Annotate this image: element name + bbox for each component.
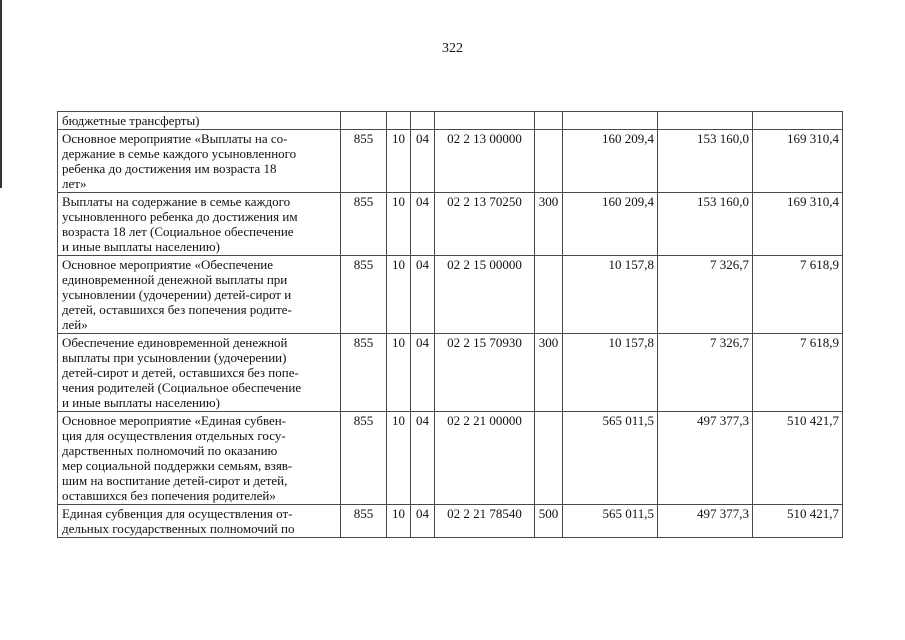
amount-year1-cell: 565 011,5 [563,505,658,538]
section-code-cell: 10 [387,130,411,193]
item-name-line: дарственных полномочий по оказанию [62,443,278,458]
expense-type-cell: 500 [535,505,563,538]
item-name-line: единовременной денежной выплаты при [62,272,288,287]
item-name-cell [58,412,341,505]
amount-year1-cell [563,112,658,130]
item-name-cell [58,112,341,130]
item-name-line: держание в семье каждого усыновленного [62,146,297,161]
subsection-code-cell: 04 [411,412,435,505]
ministry-code-cell: 855 [341,193,387,256]
amount-year2-cell [658,112,753,130]
item-name-line: усыновленного ребенка до достижения им [62,209,298,224]
item-name-line: Единая субвенция для осуществления от- [62,506,293,521]
amount-year1-cell: 565 011,5 [563,412,658,505]
target-article-cell: 02 2 15 70930 [435,334,535,412]
target-article-cell [435,112,535,130]
amount-year1-cell: 10 157,8 [563,256,658,334]
item-name-cell [58,193,341,256]
section-code-cell: 10 [387,412,411,505]
item-name-line: чения родителей (Социальное обеспечение [62,380,302,395]
item-name-line: лет» [62,176,87,191]
target-article-cell: 02 2 15 00000 [435,256,535,334]
ministry-code-cell: 855 [341,130,387,193]
amount-year2-cell: 497 377,3 [658,412,753,505]
table-row [58,505,843,538]
item-name-line: Обеспечение единовременной денежной [62,335,288,350]
target-article-cell: 02 2 21 78540 [435,505,535,538]
table-row [58,112,843,130]
section-code-cell: 10 [387,256,411,334]
section-code-cell: 10 [387,334,411,412]
item-name-line: оставшихся без попечения родителей» [62,488,276,503]
item-name-line: ребенка до достижения им возраста 18 [62,161,277,176]
expense-type-cell [535,130,563,193]
subsection-code-cell: 04 [411,334,435,412]
item-name-line: детей, оставшихся без попечения родите- [62,302,292,317]
ministry-code-cell: 855 [341,256,387,334]
expense-type-cell [535,256,563,334]
expense-type-cell: 300 [535,193,563,256]
expense-type-cell: 300 [535,334,563,412]
item-name-line: дельных государственных полномочий по [62,521,295,536]
item-name-line: выплаты при усыновлении (удочерении) [62,350,287,365]
item-name-line: детей-сирот и детей, оставшихся без попе- [62,365,299,380]
ministry-code-cell: 855 [341,334,387,412]
amount-year3-cell: 510 421,7 [753,505,843,538]
table-row [58,130,843,193]
amount-year3-cell: 7 618,9 [753,334,843,412]
table-row [58,256,843,334]
item-name-line: ция для осуществления отдельных госу- [62,428,286,443]
item-name-line: усыновлении (удочерении) детей-сирот и [62,287,292,302]
item-name-line: Основное мероприятие «Единая субвен- [62,413,287,428]
amount-year2-cell: 497 377,3 [658,505,753,538]
expense-type-cell [535,112,563,130]
amount-year3-cell: 169 310,4 [753,193,843,256]
subsection-code-cell: 04 [411,130,435,193]
item-name-cell [58,505,341,538]
ministry-code-cell [341,112,387,130]
item-name-line: и иные выплаты населению) [62,395,220,410]
section-code-cell: 10 [387,193,411,256]
item-name-line: шим на воспитание детей-сирот и детей, [62,473,288,488]
amount-year2-cell: 153 160,0 [658,193,753,256]
amount-year2-cell: 7 326,7 [658,256,753,334]
item-name-line: мер социальной поддержки семьям, взяв- [62,458,293,473]
target-article-cell: 02 2 21 00000 [435,412,535,505]
amount-year3-cell [753,112,843,130]
subsection-code-cell: 04 [411,193,435,256]
item-name-line: Основное мероприятие «Выплаты на со- [62,131,288,146]
table-body [58,112,843,538]
budget-table [57,111,843,538]
amount-year3-cell: 7 618,9 [753,256,843,334]
target-article-cell: 02 2 13 70250 [435,193,535,256]
target-article-cell: 02 2 13 00000 [435,130,535,193]
subsection-code-cell: 04 [411,505,435,538]
amount-year1-cell: 10 157,8 [563,334,658,412]
amount-year3-cell: 169 310,4 [753,130,843,193]
ministry-code-cell: 855 [341,412,387,505]
amount-year1-cell: 160 209,4 [563,130,658,193]
item-name-line: Основное мероприятие «Обеспечение [62,257,274,272]
amount-year2-cell: 7 326,7 [658,334,753,412]
table-row [58,412,843,505]
item-name-line: возраста 18 лет (Социальное обеспечение [62,224,294,239]
item-name-line: лей» [62,317,88,332]
amount-year3-cell: 510 421,7 [753,412,843,505]
section-code-cell: 10 [387,505,411,538]
section-code-cell [387,112,411,130]
item-name-line: бюджетные трансферты) [62,113,200,128]
item-name-line: и иные выплаты населению) [62,239,220,254]
item-name-line: Выплаты на содержание в семье каждого [62,194,291,209]
table-row [58,334,843,412]
ministry-code-cell: 855 [341,505,387,538]
left-margin-line [0,0,2,188]
item-name-cell [58,256,341,334]
amount-year1-cell: 160 209,4 [563,193,658,256]
item-name-cell [58,130,341,193]
table-row [58,193,843,256]
amount-year2-cell: 153 160,0 [658,130,753,193]
item-name-cell [58,334,341,412]
expense-type-cell [535,412,563,505]
subsection-code-cell: 04 [411,256,435,334]
subsection-code-cell [411,112,435,130]
page-number: 322 [442,41,463,56]
